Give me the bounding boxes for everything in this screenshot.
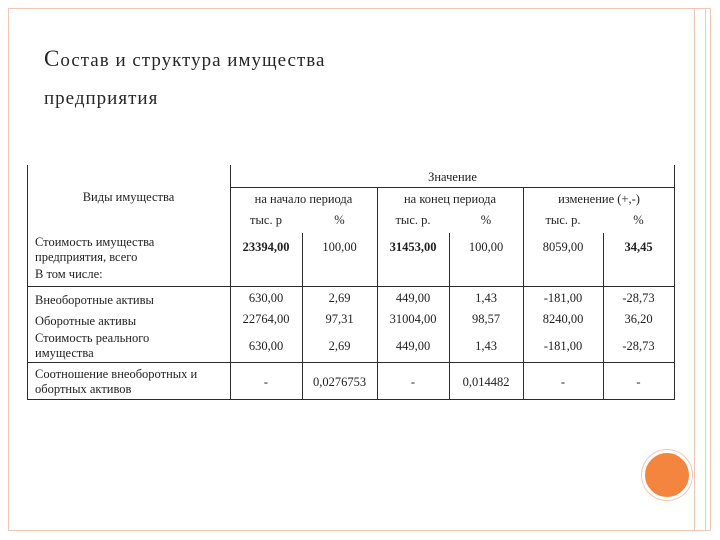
slide-side-rule: [694, 8, 706, 531]
header-group-end: на конец периода: [403, 192, 497, 206]
table-cell: 449,00: [395, 339, 431, 353]
title-initial: С: [44, 46, 61, 71]
total-row-label-line1: Стоимость имущества: [35, 235, 155, 249]
table-rule-body: [27, 286, 675, 287]
table-row-label: Стоимость реального: [35, 331, 150, 345]
decorative-circle: [642, 450, 692, 500]
ratio-row-label-line2: обортных активов: [35, 382, 132, 396]
table-rule-group: [230, 187, 675, 188]
header-unit: тыс. р.: [395, 213, 431, 227]
table-cell: -: [636, 375, 641, 389]
table-cell: 34,45: [624, 240, 653, 254]
table-cell: 0,014482: [462, 375, 510, 389]
ratio-row-label-line1: Соотношение внеоборотных и: [35, 367, 198, 381]
table-cell: 449,00: [395, 291, 431, 305]
property-structure-table: [27, 165, 675, 400]
including-label: В том числе:: [35, 267, 103, 281]
table-cell: 22764,00: [242, 312, 290, 326]
table-cell: 1,43: [475, 339, 497, 353]
table-cell: 31453,00: [389, 240, 437, 254]
table-cell: -181,00: [543, 339, 583, 353]
table-cell: -28,73: [622, 339, 655, 353]
table-border-bottom: [27, 399, 675, 400]
table-cell: -: [410, 375, 416, 389]
header-unit: тыс. р.: [545, 213, 581, 227]
header-col-label: Виды имущества: [82, 190, 175, 204]
table-cell: 0,0276753: [312, 375, 367, 389]
table-cell: 8240,00: [542, 312, 584, 326]
table-cell: 98,57: [471, 312, 501, 326]
title-line-1: остав и структура имущества: [60, 50, 326, 71]
total-row-label-line2: предприятия, всего: [35, 250, 138, 264]
header-group-start: на начало периода: [254, 192, 353, 206]
header-unit: %: [334, 213, 345, 227]
table-cell: 100,00: [322, 240, 357, 254]
slide-title: [44, 40, 604, 118]
title-line-2: предприятия: [44, 88, 159, 109]
table-cell: -181,00: [543, 291, 583, 305]
table-cell: 2,69: [328, 339, 351, 353]
header-unit: %: [480, 213, 492, 227]
table-cell: 97,31: [325, 312, 354, 326]
table-cell: 31004,00: [389, 312, 437, 326]
table-cell: 8059,00: [542, 240, 584, 254]
table-cell: 1,43: [475, 291, 497, 305]
header-unit: тыс. р: [250, 213, 282, 227]
table-cell: 630,00: [248, 291, 284, 305]
table-rule-ratio: [27, 362, 675, 363]
table-row-label: имущества: [35, 346, 94, 360]
header-value-group: Значение: [428, 170, 477, 184]
table-cell: -28,73: [622, 291, 655, 305]
table-cell: -: [560, 375, 566, 389]
table-row-label: Внеоборотные активы: [35, 293, 154, 307]
table-cell: 100,00: [468, 240, 504, 254]
table-cell: 630,00: [248, 339, 284, 353]
table-cell: 23394,00: [242, 240, 290, 254]
table-row-label: Оборотные активы: [35, 314, 137, 328]
table-cell: 2,69: [328, 291, 351, 305]
table-cell: 36,20: [624, 312, 653, 326]
header-unit: %: [633, 213, 644, 227]
header-group-change: изменение (+,-): [558, 192, 640, 206]
table-cell: -: [263, 375, 269, 389]
